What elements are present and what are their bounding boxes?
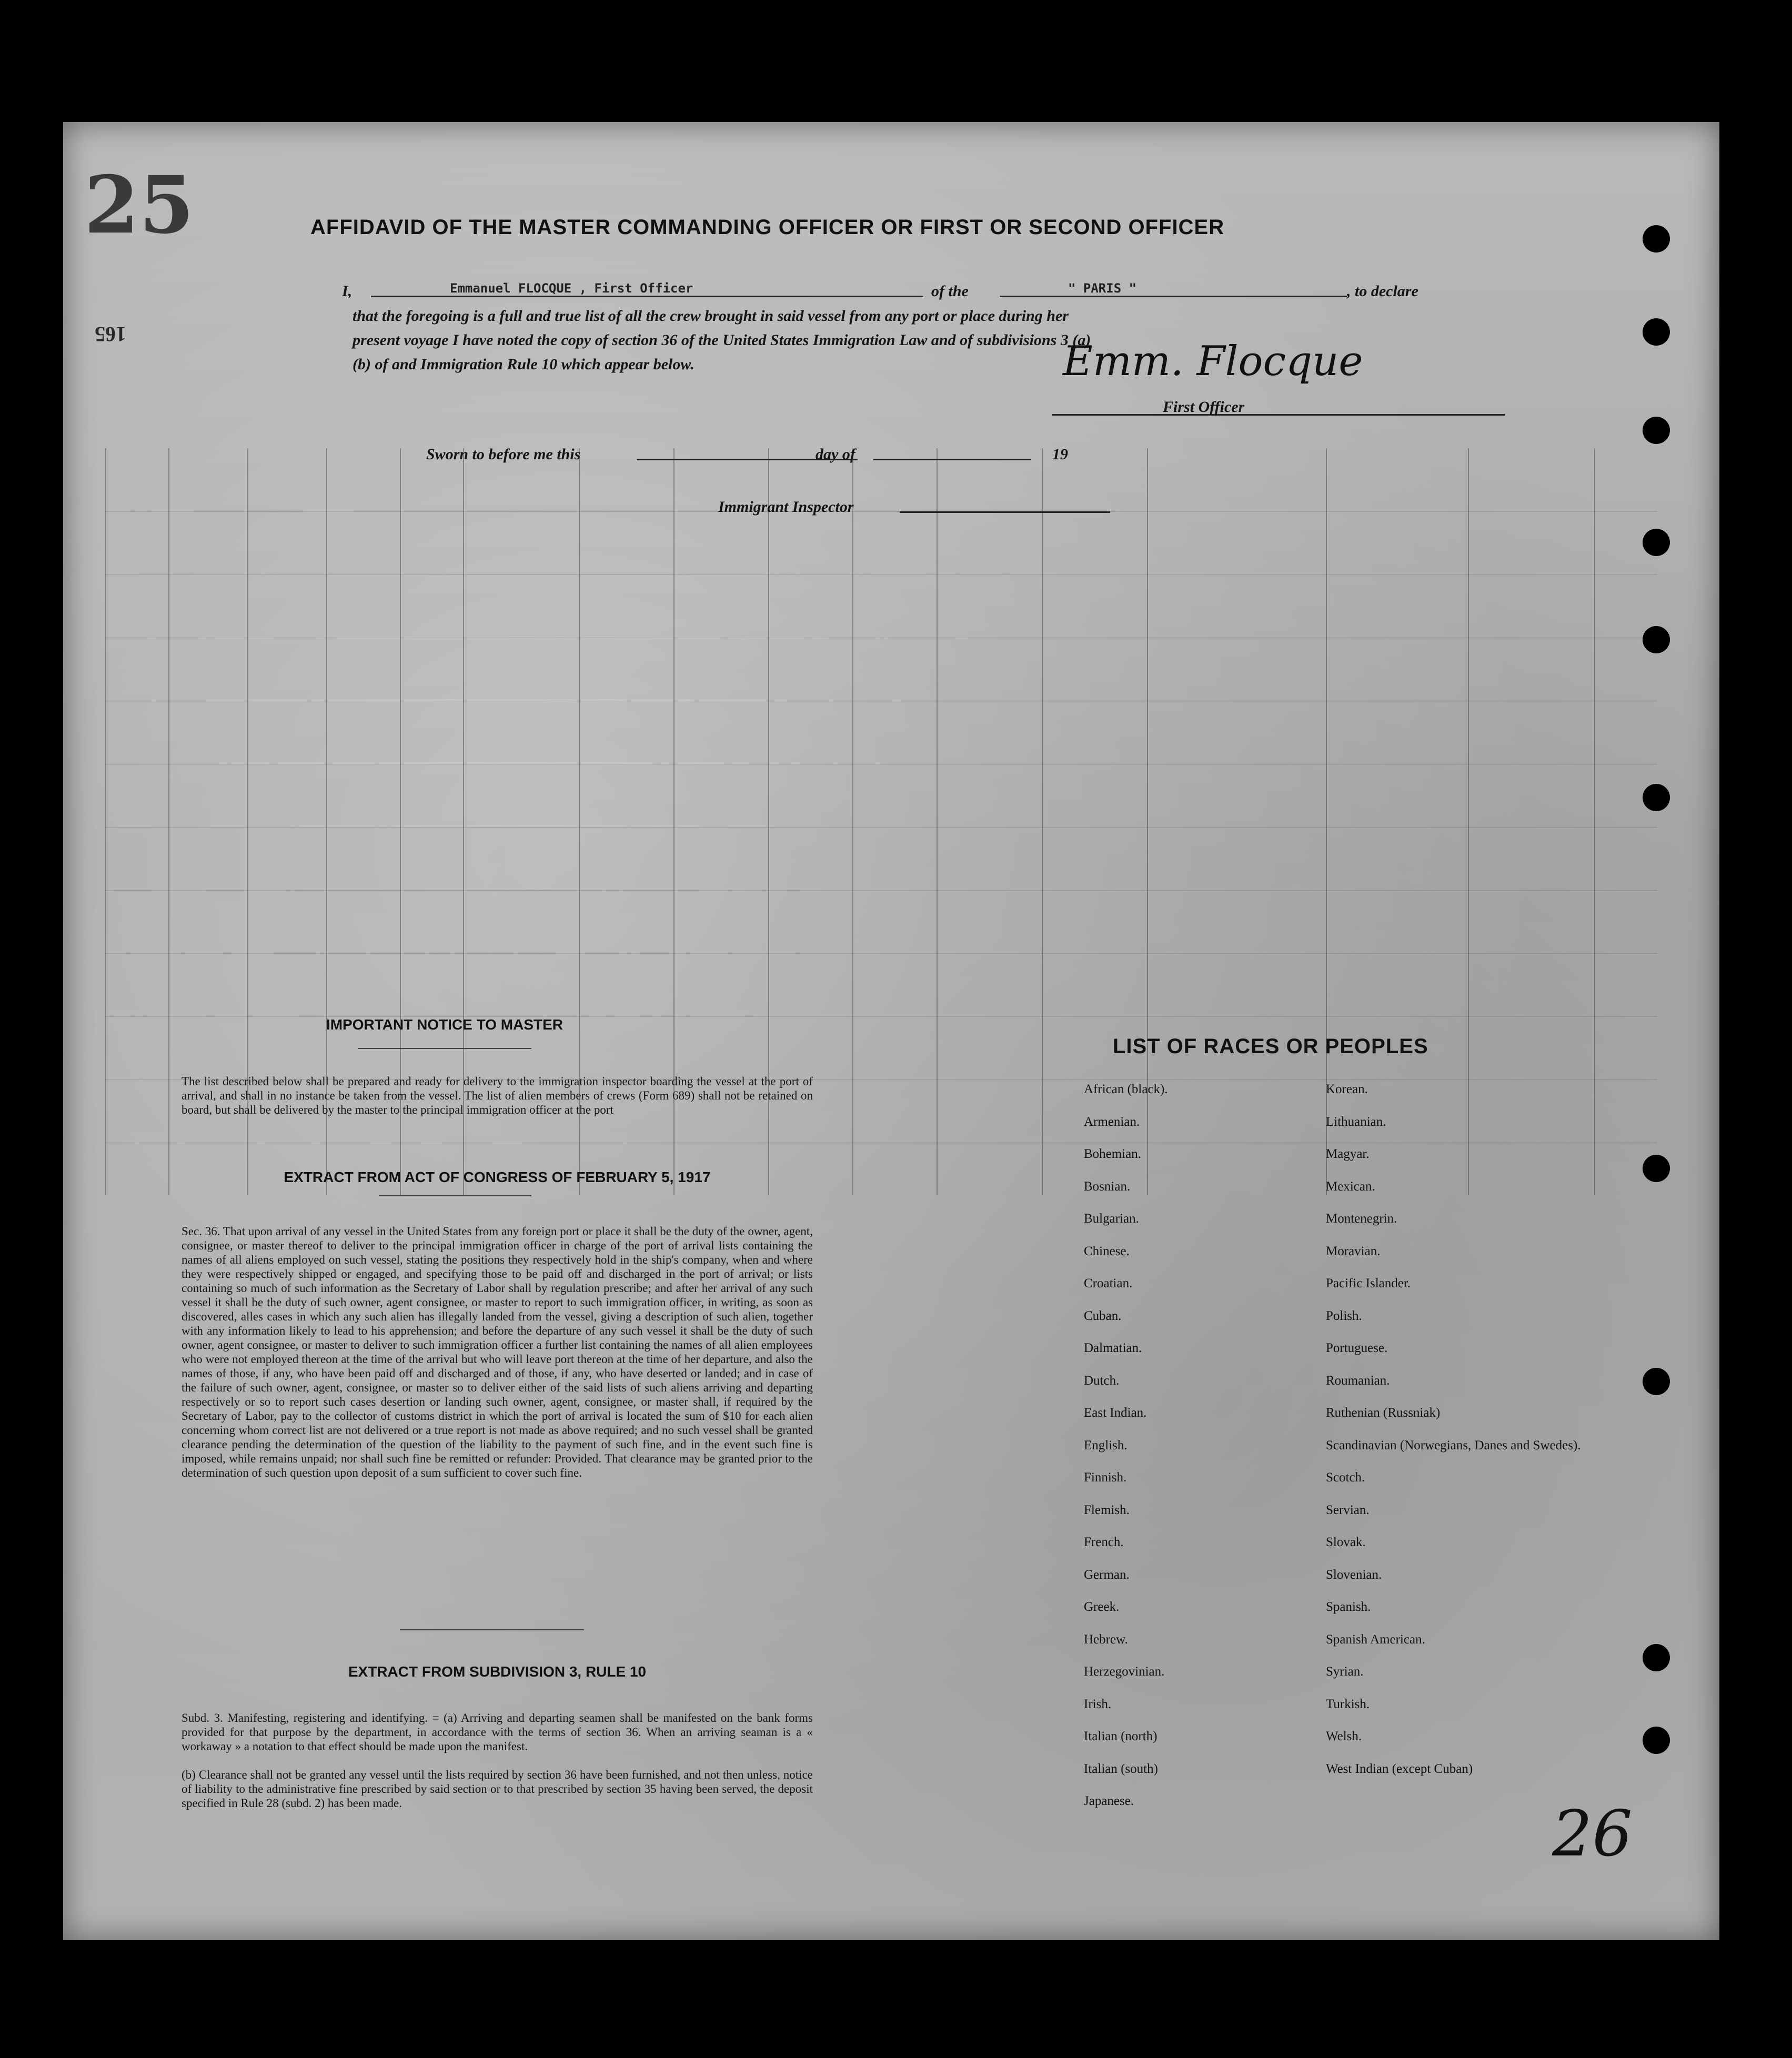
race-item: East Indian. <box>1084 1406 1147 1420</box>
vessel-line <box>1000 296 1347 297</box>
race-item: Bohemian. <box>1084 1147 1142 1161</box>
race-item: Scotch. <box>1326 1470 1365 1485</box>
race-item: French. <box>1084 1535 1124 1549</box>
inspector-line <box>900 511 1110 513</box>
race-item: Syrian. <box>1326 1664 1364 1679</box>
punch-hole <box>1643 1644 1670 1671</box>
officer-signature: Emm. Flocque <box>1063 338 1363 385</box>
race-item: Dutch. <box>1084 1373 1120 1388</box>
vessel-typed: " PARIS " <box>1068 281 1137 296</box>
affidavit-pronoun: I, <box>342 283 353 300</box>
race-item: Welsh. <box>1326 1729 1362 1743</box>
races-column-1 <box>1084 1082 1168 1827</box>
race-item: Chinese. <box>1084 1244 1130 1258</box>
race-item: Ruthenian (Russniak) <box>1326 1406 1441 1420</box>
race-item: Flemish. <box>1084 1502 1130 1517</box>
race-item: Slovak. <box>1326 1535 1366 1549</box>
race-item: West Indian (except Cuban) <box>1326 1761 1473 1776</box>
race-item: Finnish. <box>1084 1470 1127 1485</box>
punch-hole <box>1643 417 1670 444</box>
races-column-2 <box>1326 1082 1581 1794</box>
page-title: AFFIDAVID OF THE MASTER COMMANDING OFFICER OR FIRST OR SECOND OFFICER <box>310 216 1225 239</box>
punch-hole <box>1643 784 1670 811</box>
race-item: Italian (north) <box>1084 1729 1157 1743</box>
rule-text-a: Subd. 3. Manifesting, registering and identifying. = (a) Arriving and departing seamen shall be manifested on the bank forms provided for that purpose by the department, in accordance with the terms of section 36. When an arriving seaman is a « workaway » a notation to that effect should be made upon the manifest. <box>182 1711 813 1753</box>
sworn-month-line <box>873 459 1031 460</box>
officer-title: First Officer <box>1163 398 1245 416</box>
race-item: Lithuanian. <box>1326 1114 1386 1129</box>
race-item: Greek. <box>1084 1600 1120 1614</box>
act-rule <box>379 1195 531 1196</box>
officer-name-typed: Emmanuel FLOCQUE , First Officer <box>450 281 693 296</box>
notice-heading: IMPORTANT NOTICE TO MASTER <box>326 1016 563 1033</box>
side-number: 165 <box>95 322 126 346</box>
page-number-handwritten: 26 <box>1552 1798 1633 1871</box>
sworn-text: Sworn to before me this <box>426 446 581 463</box>
punch-hole <box>1643 626 1670 653</box>
races-heading: LIST OF RACES OR PEOPLES <box>1113 1035 1428 1058</box>
race-item: Spanish. <box>1326 1600 1371 1614</box>
punch-hole <box>1643 318 1670 346</box>
punch-hole <box>1643 225 1670 253</box>
race-item: Magyar. <box>1326 1147 1370 1161</box>
race-item: Polish. <box>1326 1308 1362 1323</box>
race-item: German. <box>1084 1567 1130 1582</box>
act-end-rule <box>400 1629 584 1630</box>
act-text: Sec. 36. That upon arrival of any vessel in the United States from any foreign port or place it shall be the duty of the owner, agent, consignee, or master thereof to deliver to the principal immigration officer in charge of the port of arrival lists containing the names of all aliens employed on such vessel, stating the positions they respectively hold in the ship's company, when and where they were respectively shipped or engaged, and specifying those to be paid off and discharged in the port of arrival; or lists containing so much of such information as the Secretary of Labor shall by regulation prescribe; and after her arrival of any such vessel it shall be the duty of such owner, agent consignee, or master to report to such immigration officer, in writing, as soon as discovered, alles cases in which any such alien has illegally landed from the vessel, giving a description of such alien, together with any information likely to lead to his apprehension; and before the departure of any such vessel it shall be the duty of such owner, agent consignee, or master to deliver to such immigration officer a further list containing the names of all alien employees who were not employed thereon at the time of the arrival but who will leave port thereon at the time of her departure, and also the names of those, if any, who have been paid off and discharged and of those, if any, who have deserted or landed; and in case of the failure of such owner, agent, consignee, or master so to deliver either of the said lists of such aliens arriving and departing respectively or so to report such cases desertion or landing such owner, agent, consignee, or master shall, if required by the Secretary of Labor, pay to the collector of customs district in which the port of arrival is located the sum of $10 for each alien concerning whom correct list are not delivered or a true report is not made as above required; and no such vessel shall be granted clearance pending the determination of the question of the liability to the payment of such fine, and in the event such fine is imposed, while remains unpaid; nor shall such fine be remitted or refunder: Provided. That clearance may be granted prior to the determination of such question upon deposit of a sum sufficient to cover such fine. <box>182 1225 813 1479</box>
race-item: Cuban. <box>1084 1308 1122 1323</box>
race-item: Turkish. <box>1326 1697 1370 1711</box>
race-item: Portuguese. <box>1326 1341 1388 1355</box>
race-item: Spanish American. <box>1326 1632 1425 1647</box>
inspector-label: Immigrant Inspector <box>718 498 854 516</box>
sworn-day-of: day of <box>816 446 855 463</box>
act-heading: EXTRACT FROM ACT OF CONGRESS OF FEBRUARY 5, 1917 <box>284 1169 711 1185</box>
race-item: Korean. <box>1326 1082 1368 1096</box>
race-item: Slovenian. <box>1326 1567 1382 1582</box>
signature-line <box>1052 414 1505 416</box>
stamp-number: 25 <box>84 159 194 251</box>
race-item: Bulgarian. <box>1084 1212 1139 1226</box>
race-item: Hebrew. <box>1084 1632 1128 1647</box>
punch-hole <box>1643 1727 1670 1754</box>
affidavit-line-3: present voyage I have noted the copy of section 36 of the United States Immigration Law and of subdivisions 3 (a) <box>353 331 1091 349</box>
notice-rule <box>358 1048 531 1049</box>
rule-heading: EXTRACT FROM SUBDIVISION 3, RULE 10 <box>348 1663 647 1680</box>
race-item: Armenian. <box>1084 1114 1140 1129</box>
race-item: Italian (south) <box>1084 1761 1158 1776</box>
document-sheet <box>63 122 1719 1940</box>
race-item: Pacific Islander. <box>1326 1276 1411 1290</box>
rule-text-b: (b) Clearance shall not be granted any vessel until the lists required by section 36 have been furnished, and not then unless, notice of liability to the administrative fine prescribed by said section or to that prescribed by section 35 having been served, the deposit specified in Rule 28 (subd. 2) has been made. <box>182 1768 813 1810</box>
race-item: African (black). <box>1084 1082 1168 1096</box>
race-item: Irish. <box>1084 1697 1112 1711</box>
affidavit-line-4: (b) of and Immigration Rule 10 which appear below. <box>353 356 694 373</box>
officer-name-line <box>371 296 923 297</box>
punch-hole <box>1643 1155 1670 1182</box>
race-item: Bosnian. <box>1084 1179 1131 1194</box>
affidavit-of-the: of the <box>931 283 969 300</box>
affidavit-to-declare: , to declare <box>1347 283 1418 300</box>
affidavit-line-2: that the foregoing is a full and true list of all the crew brought in said vessel from any port or place during her <box>353 307 1069 325</box>
sworn-year: 19 <box>1052 446 1068 463</box>
race-item: Montenegrin. <box>1326 1212 1397 1226</box>
punch-hole <box>1643 1368 1670 1395</box>
race-item: Japanese. <box>1084 1794 1134 1808</box>
notice-text: The list described below shall be prepared and ready for delivery to the immigration inspector boarding the vessel at the port of arrival, and shall in no instance be taken from the vessel. The list of alien members of crews (Form 689) shall not be retained on board, but shall be delivered by the master to the principal immigration officer at the port <box>182 1075 813 1116</box>
race-item: Dalmatian. <box>1084 1341 1142 1355</box>
race-item: Scandinavian (Norwegians, Danes and Swedes). <box>1326 1438 1581 1452</box>
race-item: Herzegovinian. <box>1084 1664 1165 1679</box>
punch-hole <box>1643 529 1670 556</box>
race-item: Servian. <box>1326 1502 1370 1517</box>
race-item: Moravian. <box>1326 1244 1381 1258</box>
race-item: Roumanian. <box>1326 1373 1390 1388</box>
race-item: English. <box>1084 1438 1127 1452</box>
race-item: Mexican. <box>1326 1179 1375 1194</box>
race-item: Croatian. <box>1084 1276 1133 1290</box>
